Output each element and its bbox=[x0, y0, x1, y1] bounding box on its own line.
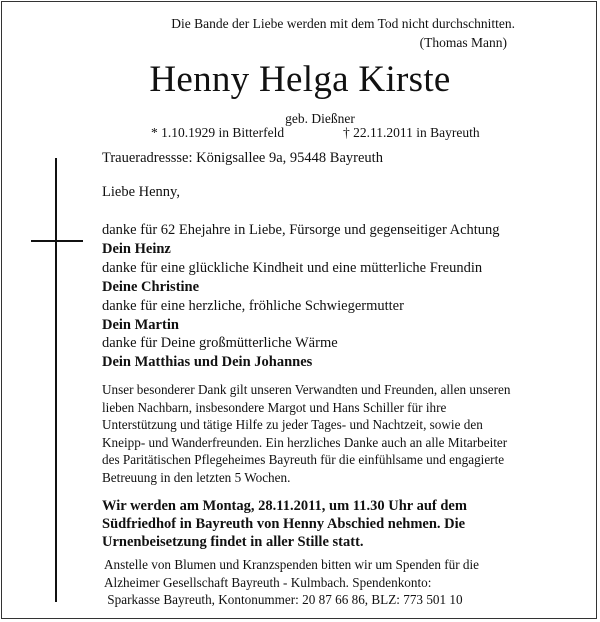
donation-request bbox=[104, 556, 479, 609]
paragraph-line: Betreuung in den letzten 5 Wochen. bbox=[102, 469, 291, 485]
paragraph-line: Wir werden am Montag, 28.11.2011, um 11.30 Uhr auf dem bbox=[102, 498, 467, 514]
thanks-signature: Dein Heinz bbox=[102, 240, 171, 257]
paragraph-line: Anstelle von Blumen und Kranzspenden bitten wir um Spenden für die bbox=[104, 557, 480, 572]
thanks-list bbox=[102, 221, 500, 372]
acknowledgement-paragraph bbox=[102, 381, 510, 486]
paragraph-line: des Paritätischen Pflegeheimes Bayreuth für die einfühlsame und engagierte bbox=[102, 452, 505, 467]
thanks-signature: Dein Matthias und Dein Johannes bbox=[102, 354, 313, 371]
quote-author: (Thomas Mann) bbox=[419, 35, 507, 50]
paragraph-line: lieben Nachbarn, insbesondere Margot und Hans Schiller für ihre bbox=[102, 399, 447, 415]
mourning-address: Traueradressse: Königsallee 9a, 95448 Bayreuth bbox=[102, 150, 383, 166]
paragraph-line: Südfriedhof in Bayreuth von Henny Abschied nehmen. Die bbox=[102, 516, 466, 532]
thanks-line: danke für eine glückliche Kindheit und eine mütterliche Freundin bbox=[102, 259, 483, 276]
thanks-line: danke für eine herzliche, fröhliche Schwiegermutter bbox=[102, 297, 404, 314]
paragraph-line: Kneipp- und Wanderfreunden. Ein herzliches Danke auch an alle Mitarbeiter bbox=[102, 434, 508, 450]
salutation: Liebe Henny, bbox=[102, 184, 180, 200]
thanks-line: danke für 62 Ehejahre in Liebe, Fürsorge und gegenseitiger Achtung bbox=[102, 222, 500, 238]
death-date: † 22.11.2011 in Bayreuth bbox=[343, 125, 480, 140]
paragraph-line: Urnenbeisetzung findet in aller Stille statt. bbox=[102, 534, 364, 550]
paragraph-line: Sparkasse Bayreuth, Kontonummer: 20 87 66 86, BLZ: 773 501 10 bbox=[104, 592, 463, 607]
funeral-announcement bbox=[102, 497, 467, 551]
paragraph-line: Unterstützung und tätige Hilfe zu jeder Tages- und Nachtzeit, sowie den bbox=[102, 417, 483, 432]
thanks-signature: Dein Martin bbox=[102, 316, 179, 333]
birth-name: geb. Dießner bbox=[285, 111, 355, 126]
thanks-line: danke für Deine großmütterliche Wärme bbox=[102, 335, 338, 352]
cross-icon bbox=[55, 158, 57, 602]
cross-icon-bar bbox=[31, 240, 83, 242]
deceased-name: Henny Helga Kirste bbox=[149, 59, 451, 100]
thanks-signature: Deine Christine bbox=[102, 278, 200, 295]
quote-text: Die Bande der Liebe werden mit dem Tod nicht durchschnitten. bbox=[171, 16, 515, 31]
epigraph-quote bbox=[130, 14, 515, 52]
birth-date: * 1.10.1929 in Bitterfeld bbox=[151, 125, 285, 140]
paragraph-line: Alzheimer Gesellschaft Bayreuth - Kulmbach. Spendenkonto: bbox=[104, 574, 432, 590]
paragraph-line: Unser besonderer Dank gilt unseren Verwandten und Freunden, allen unseren bbox=[102, 382, 511, 397]
